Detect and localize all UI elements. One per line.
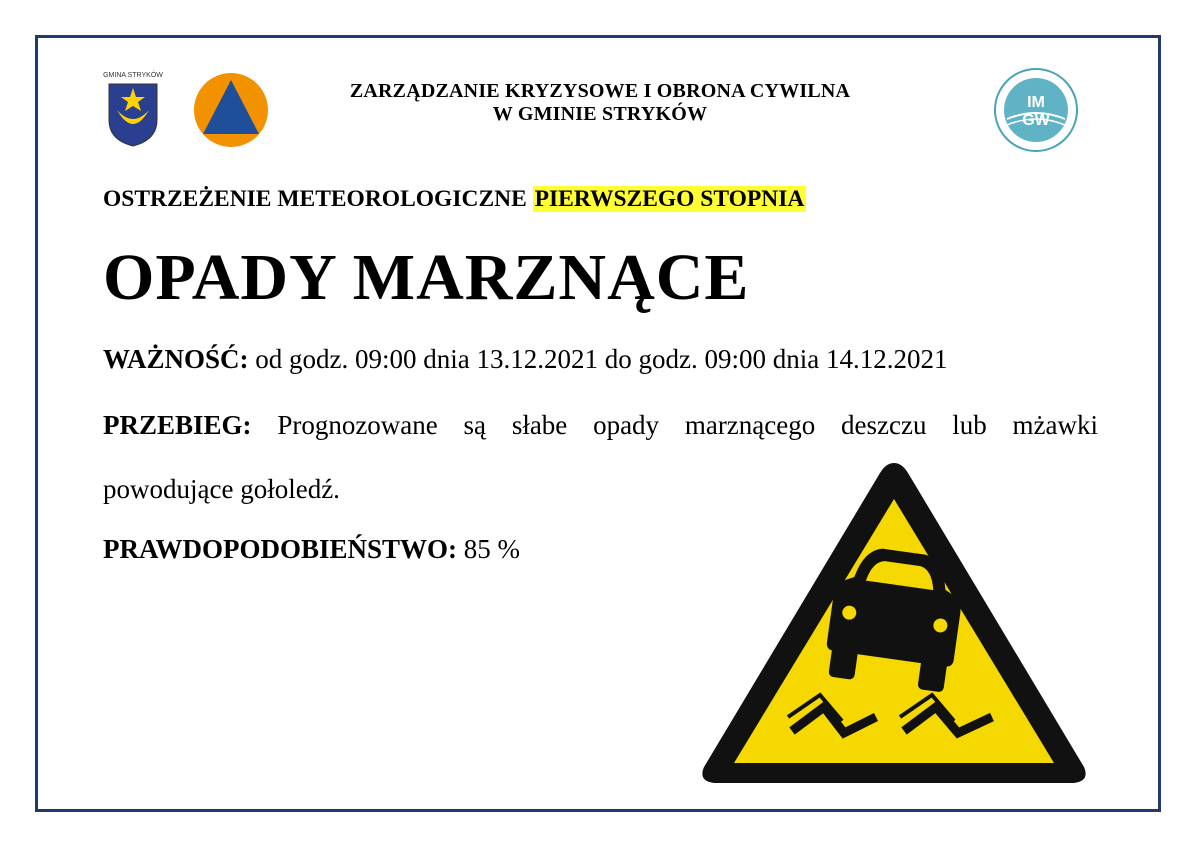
warning-level-prefix: OSTRZEŻENIE METEOROLOGICZNE xyxy=(103,186,527,212)
validity-row xyxy=(103,342,947,376)
svg-text:IM: IM xyxy=(1027,94,1045,111)
svg-text:GW: GW xyxy=(1022,112,1050,129)
course-label: PRZEBIEG: xyxy=(103,410,252,440)
warning-title: OPADY MARZNĄCE xyxy=(103,241,750,314)
probability-value: 85 % xyxy=(463,534,521,564)
coat-of-arms-icon xyxy=(103,80,163,148)
validity-value: od godz. 09:00 dnia 13.12.2021 do godz. 09:00 dnia 14.12.2021 xyxy=(255,344,948,374)
course-value-line2: powodujące gołoledź. xyxy=(103,474,340,504)
validity-label: WAŻNOŚĆ: xyxy=(103,344,249,374)
warning-level xyxy=(103,186,806,213)
header-title-line2: W GMINIE STRYKÓW xyxy=(492,103,708,125)
header-title xyxy=(300,80,900,126)
course-line1 xyxy=(103,408,1098,442)
header-title-line1: ZARZĄDZANIE KRYZYSOWE I OBRONA CYWILNA xyxy=(349,80,851,102)
warning-level-highlight: PIERWSZEGO STOPNIA xyxy=(534,186,805,212)
probability-row xyxy=(103,532,520,566)
probability-label: PRAWDOPODOBIEŃSTWO: xyxy=(103,534,458,564)
slippery-road-sign-icon xyxy=(696,455,1092,791)
civil-defence-icon xyxy=(193,72,269,148)
municipality-logo xyxy=(103,72,163,148)
municipality-logo-label: GMINA STRYKÓW xyxy=(103,72,163,79)
imgw-logo-icon xyxy=(993,67,1079,153)
course-value-line1: Prognozowane są słabe opady marznącego deszczu lub mżawki xyxy=(277,410,1098,440)
